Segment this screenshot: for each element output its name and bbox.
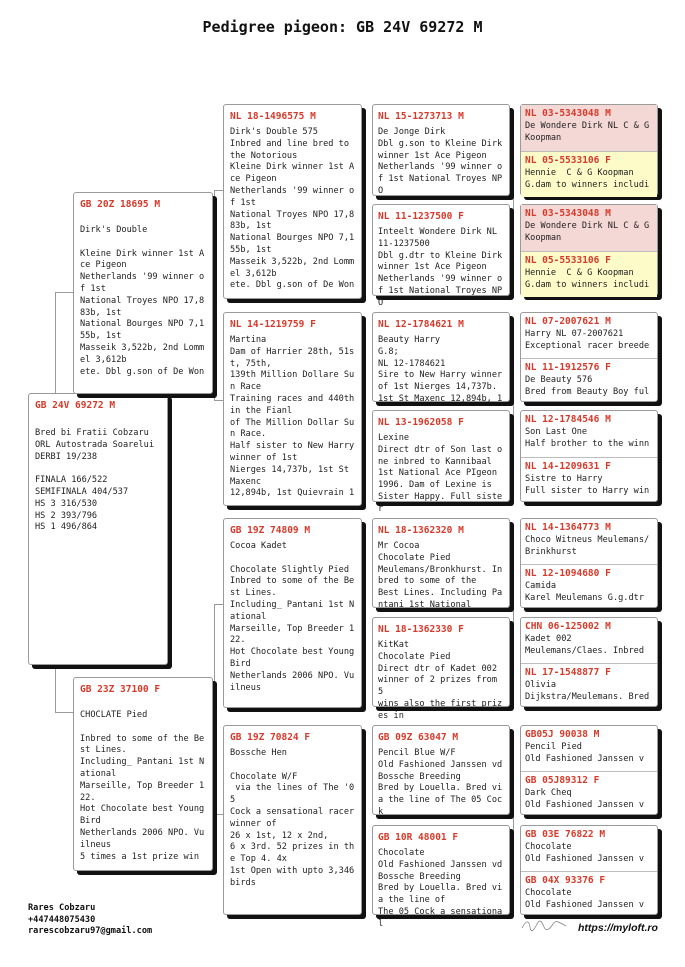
ring-number: NL 03-5343048 M — [525, 108, 611, 119]
pigeon-notes: Inteelt Wondere Dirk NL 11-1237500 Dbl g.dtr to Kleine Dirk winner 1st Ace Pigeon Netherlands '99 winner of 1st National Troyes NPO — [378, 227, 503, 308]
pigeon-notes: Chocolate Old Fashioned Janssen v — [525, 888, 644, 910]
connector-line — [513, 565, 514, 665]
gen3-card[interactable] — [372, 104, 510, 196]
ring-number: GB 23Z 37100 F — [80, 684, 161, 695]
gen3-card[interactable] — [372, 825, 510, 929]
gen4-male[interactable] — [521, 411, 657, 457]
gen4-female[interactable] — [521, 664, 657, 708]
ring-number: NL 17-1548877 F — [525, 667, 611, 678]
ring-number: CHN 06-125002 M — [525, 621, 611, 632]
ring-number: NL 11-1237500 F — [378, 211, 464, 222]
connector-line — [513, 358, 514, 458]
gen3-card[interactable] — [372, 725, 510, 815]
ring-number: NL 07-2007621 M — [525, 316, 611, 327]
subject-card[interactable] — [28, 393, 168, 665]
gen3-card[interactable] — [372, 518, 510, 608]
contact-block — [28, 903, 152, 938]
pigeon-notes: De Wondere Dirk NL C & G Koopman — [525, 221, 655, 243]
gen4-male[interactable] — [521, 519, 657, 564]
ring-number: GB 19Z 70824 F — [230, 732, 311, 743]
ring-number: GB 09Z 63047 M — [378, 732, 459, 743]
signature-image — [520, 918, 568, 932]
connector-line — [214, 604, 215, 814]
sire-card[interactable] — [73, 192, 213, 394]
ring-number: NL 18-1496575 M — [230, 111, 316, 122]
pigeon-notes: Bred bi Fratii Cobzaru ORL Autostrada Soarelui DERBI 19/238 FINALA 166/522 SEMIFINALA 404/537 HS 3 316/530 HS 2 393/796 HS 1 496/864 — [35, 428, 154, 533]
gen4-card[interactable] — [520, 617, 658, 707]
gen4-male[interactable] — [521, 105, 657, 151]
ring-number: NL 12-1784546 M — [525, 414, 611, 425]
gen3-card[interactable] — [372, 410, 510, 514]
gen4-male[interactable] — [521, 726, 657, 771]
gen4-card[interactable] — [520, 312, 658, 402]
pigeon-notes: CHOCLATE Pied Inbred to some of the Best Lines. Including_ Pantani 1st National Marseille, Top Breeder 122. Hot Chocolate best Young Bird Netherlands 2006 NPO. Vuilneus 5 times a 1st prize win — [80, 710, 205, 862]
connector-line — [513, 772, 514, 872]
ring-number: NL 15-1273713 M — [378, 111, 464, 122]
pigeon-notes: Bossche Hen Chocolate W/F via the lines of The '05 Cock a sensational racer winner of 26 x 1st, 12 x 2nd, 6 x 3rd. 52 prizes in the Top 4. 4x 1st Open with upto 3,346 birds — [230, 748, 355, 888]
gen4-male[interactable] — [521, 618, 657, 663]
connector-line — [214, 604, 223, 605]
pigeon-notes: Cocoa Kadet Chocolate Slightly Pied Inbred to some of the Best Lines. Including_ Pantani 1st National Marseille, Top Breeder 122. Hot Chocolate best Young Bird Netherlands 2006 NPO. Vuilneus — [230, 541, 355, 693]
connector-line — [214, 814, 223, 815]
gen3-card[interactable] — [372, 204, 510, 308]
ring-number: GB 20Z 18695 M — [80, 199, 161, 210]
connector-line — [214, 190, 223, 191]
pigeon-notes: Martina Dam of Harrier 28th, 51st, 75th, 139th Million Dollare Sun Race Training races and 440th in the Fianl of The Million Dollar Sun Race. Half sister to New Harry winner of 1st Nierges 14,737b, 1st St Maxenc 12,894b, 1st Quievrain 1 — [230, 335, 355, 499]
breeder-name: Rares Cobzaru — [28, 903, 96, 913]
pigeon-notes: Harry NL 07-2007621 Exceptional racer breede — [525, 329, 650, 351]
ring-number: NL 18-1362320 M — [378, 525, 464, 536]
pigeon-notes: Dirk's Double 575 Inbred and line bred to the Notorious Kleine Dirk winner 1st Ace Pigeon Netherlands '99 winner of 1st National Troyes NPO 17,883b, 1st National Bourges NPO 7,155b, 1st Masseik 3,522b, 2nd Lommel 3,612b ete. Dbl g.son of De Won — [230, 127, 355, 291]
ring-number: NL 12-1094680 F — [525, 568, 611, 579]
connector-line — [513, 150, 514, 250]
ring-number: GB 05J89312 F — [525, 775, 600, 786]
pigeon-notes: Pencil Pied Old Fashioned Janssen v — [525, 742, 644, 764]
ring-number: NL 18-1362330 F — [378, 624, 464, 635]
connector-line — [214, 400, 223, 401]
pigeon-notes: Sistre to Harry Full sister to Harry win — [525, 474, 650, 496]
gen3-card[interactable] — [372, 312, 510, 402]
ring-number: NL 05-5533106 F — [525, 255, 611, 266]
connector-line — [364, 358, 365, 460]
pigeon-notes: Beauty Harry G.8; NL 12-1784621 Sire to New Harry winner of 1st Nierges 14,737b. 1st St Maxenc 12,894b, 1 — [378, 335, 503, 404]
pigeon-notes: De Jonge Dirk Dbl g.son to Kleine Dirk winner 1st Ace Pigeon Netherlands '99 winner of 1st National Troyes NPO — [378, 127, 503, 196]
connector-line — [55, 664, 56, 712]
gen4-male[interactable] — [521, 205, 657, 251]
ring-number: NL 11-1912576 F — [525, 362, 611, 373]
pigeon-notes: Chocolate Old Fashioned Janssen v — [525, 842, 644, 864]
pigeon-notes: Chocolate Old Fashioned Janssen vd Bossche Breeding Bred by Louella. Bred via the line of The 05 Cock a sensational — [378, 848, 503, 929]
connector-line — [55, 292, 73, 293]
pigeon-notes: Mr Cocoa Chocolate Pied Meulemans/Bronkhurst. Inbred to some of the Best Lines. Including Pantani 1st National — [378, 541, 503, 610]
gen4-card[interactable] — [520, 204, 658, 296]
gen4-card[interactable] — [520, 410, 658, 502]
gen4-female[interactable] — [521, 872, 657, 916]
gen2-card[interactable] — [223, 725, 362, 915]
pigeon-notes: Pencil Blue W/F Old Fashioned Janssen vd Bossche Breeding Bred by Louella. Bred via the line of The 05 Cock — [378, 748, 503, 817]
pigeon-notes: Kadet 002 Meulemans/Claes. Inbred — [525, 634, 644, 656]
gen4-female[interactable] — [521, 565, 657, 609]
page-title: Pedigree pigeon: GB 24V 69272 M — [202, 18, 483, 36]
ring-number: GB 04X 93376 F — [525, 875, 606, 886]
pigeon-notes: Hennie C & G Koopman G.dam to winners includi — [525, 168, 650, 190]
ring-number: GB 10R 48001 F — [378, 832, 459, 843]
connector-line — [55, 712, 73, 713]
ring-number: NL 14-1364773 M — [525, 522, 611, 533]
ring-number: NL 12-1784621 M — [378, 319, 464, 330]
gen4-female[interactable] — [521, 772, 657, 816]
pigeon-notes: KitKat Chocolate Pied Direct dtr of Kadet 002 winner of 2 prizes from 5 wins also the first prizes in — [378, 640, 503, 721]
connector-line — [214, 190, 215, 400]
gen4-card[interactable] — [520, 725, 658, 815]
pigeon-notes: Camida Karel Meulemans G.g.dtr — [525, 581, 644, 603]
pigeon-notes: Olivia Dijkstra/Meulemans. Bred — [525, 680, 650, 702]
connector-line — [364, 565, 365, 667]
pigeon-notes: Son Last One Half brother to the winn — [525, 427, 650, 449]
gen2-card[interactable] — [223, 312, 362, 506]
gen4-female[interactable] — [521, 359, 657, 403]
ring-number: GB05J 90038 M — [525, 729, 600, 740]
ring-number: NL 05-5533106 F — [525, 155, 611, 166]
pigeon-notes: Dark Cheq Old Fashioned Janssen v — [525, 788, 644, 810]
gen2-card[interactable] — [223, 104, 362, 299]
gen4-male[interactable] — [521, 313, 657, 358]
connector-line — [55, 292, 56, 394]
pigeon-notes: De Beauty 576 Bred from Beauty Boy ful — [525, 375, 650, 397]
ring-number: NL 14-1219759 F — [230, 319, 316, 330]
pigeon-notes: Choco Witneus Meulemans/ Brinkhurst — [525, 535, 650, 557]
gen4-card[interactable] — [520, 825, 658, 915]
gen4-card[interactable] — [520, 518, 658, 608]
phone-number[interactable]: +447448075430 — [28, 914, 96, 925]
connector-line — [364, 150, 365, 255]
email-address[interactable]: rarescobzaru97@gmail.com — [28, 926, 153, 937]
connector-line — [364, 772, 365, 874]
gen2-card[interactable] — [223, 518, 362, 708]
ring-number: GB 03E 76822 M — [525, 829, 606, 840]
gen4-male[interactable] — [521, 826, 657, 871]
gen4-female[interactable] — [521, 458, 657, 503]
pigeon-notes: Dirk's Double Kleine Dirk winner 1st Ace Pigeon Netherlands '99 winner of 1st National Troyes NPO 17,883b, 1st National Bourges NPO 7,155b, 1st Masseik 3,522b, 2nd Lommel 3,612b ete. Dbl g.son of De Won — [80, 225, 205, 377]
gen4-female[interactable] — [521, 252, 657, 297]
ring-number: NL 03-5343048 M — [525, 208, 611, 219]
pigeon-notes: De Wondere Dirk NL C & G Koopman — [525, 121, 655, 143]
dam-card[interactable] — [73, 677, 213, 871]
pigeon-notes: Hennie C & G Koopman G.dam to winners includi — [525, 268, 650, 290]
ring-number: NL 13-1962058 F — [378, 417, 464, 428]
ring-number: GB 24V 69272 M — [35, 400, 116, 411]
website-link[interactable]: https://myloft.ro — [578, 922, 658, 934]
pigeon-notes: Lexine Direct dtr of Son last one inbred to Kannibaal 1st National Ace PIgeon 1996. Dam of Lexine is Sister Happy. Full sister — [378, 433, 503, 514]
ring-number: GB 19Z 74809 M — [230, 525, 311, 536]
gen4-card[interactable] — [520, 104, 658, 196]
gen3-card[interactable] — [372, 617, 510, 721]
gen4-female[interactable] — [521, 152, 657, 197]
ring-number: NL 14-1209631 F — [525, 461, 611, 472]
